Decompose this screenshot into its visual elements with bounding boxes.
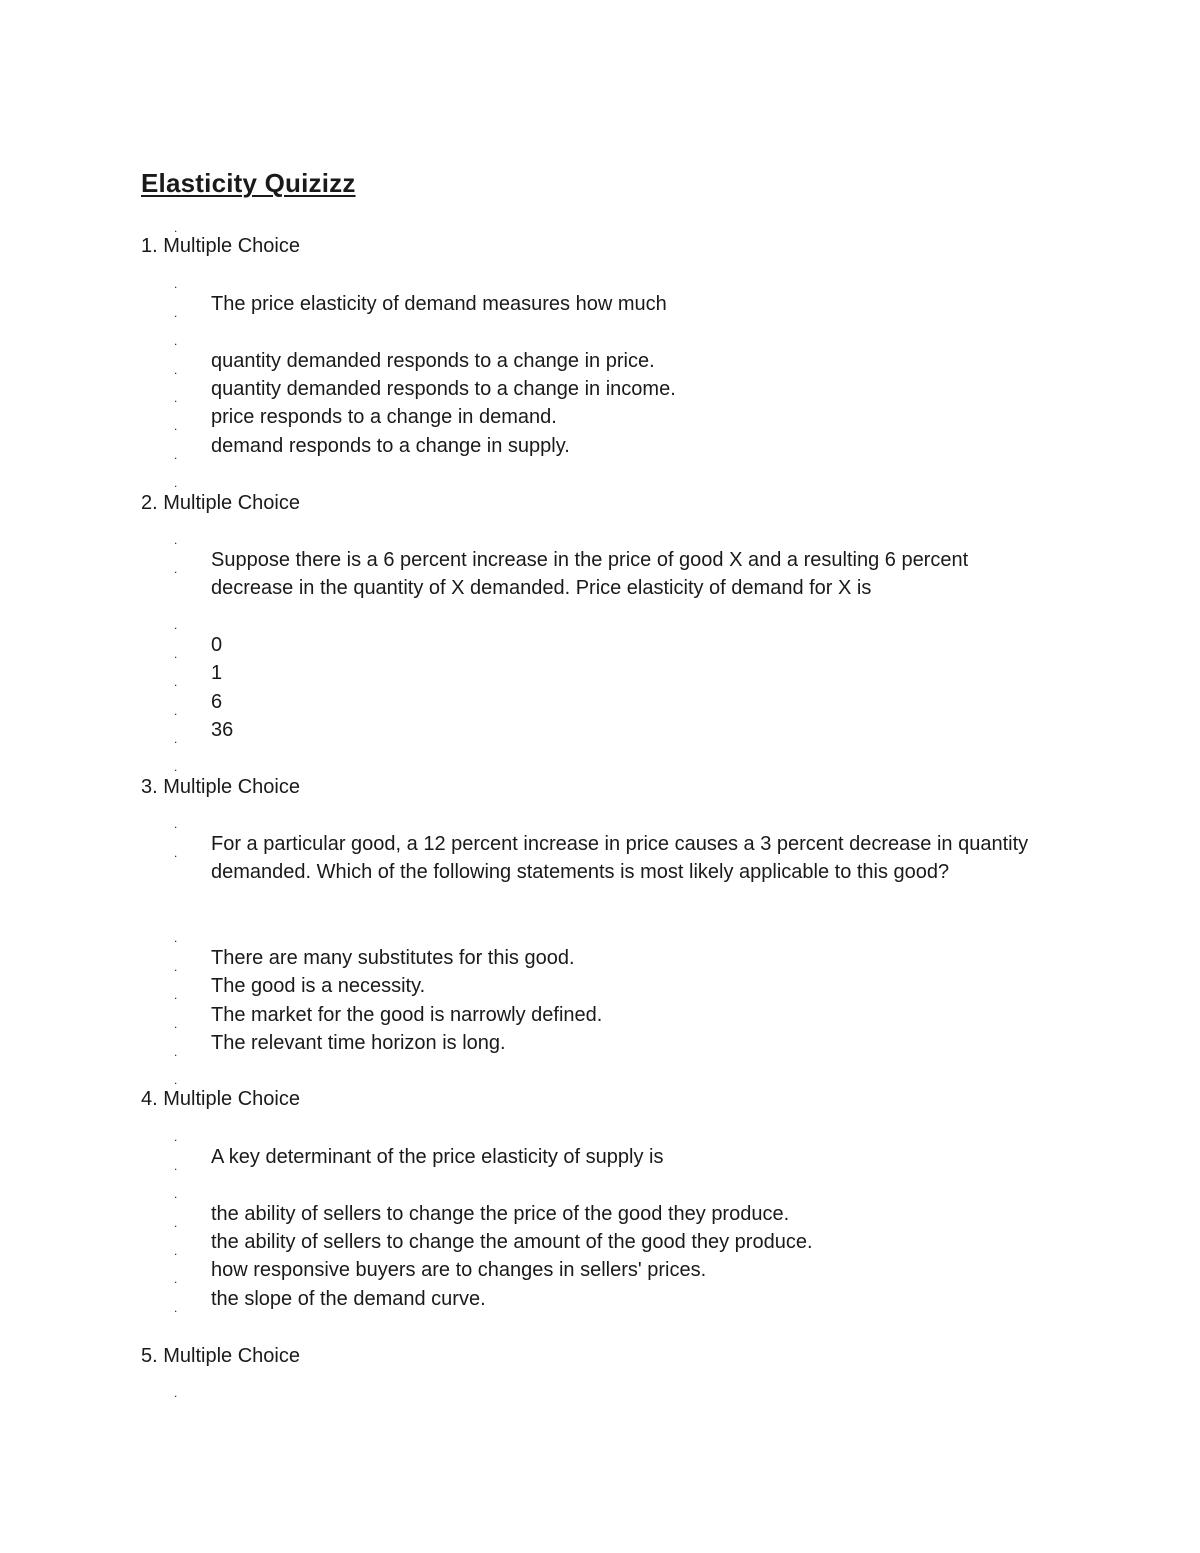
bullet-marker: .	[174, 1187, 178, 1201]
question-3-option-d: The relevant time horizon is long.	[211, 1032, 506, 1054]
bullet-marker: .	[174, 277, 178, 291]
question-3-option-b: The good is a necessity.	[211, 975, 426, 997]
question-2-option-c: 6	[211, 691, 223, 713]
bullet-marker: .	[174, 533, 178, 547]
bullet-marker: .	[174, 476, 178, 490]
question-3-prompt: For a particular good, a 12 percent increase in price causes a 3 percent decrease in quantity demanded. Which of the following statements is most likely applicable to this good?	[211, 833, 1029, 883]
bullet-marker: .	[174, 618, 178, 632]
bullet-marker: .	[174, 1073, 178, 1087]
question-2-heading: 2. Multiple Choice	[141, 492, 300, 514]
bullet-marker: .	[174, 1386, 178, 1400]
bullet-marker: .	[174, 1301, 178, 1315]
bullet-marker: .	[174, 846, 178, 860]
bullet-marker: .	[174, 931, 178, 945]
bullet-marker: .	[174, 675, 178, 689]
bullet-marker: .	[174, 732, 178, 746]
question-1-option-b: quantity demanded responds to a change in income.	[211, 378, 676, 400]
bullet-marker: .	[174, 1244, 178, 1258]
question-4-option-a: the ability of sellers to change the price of the good they produce.	[211, 1203, 790, 1225]
question-3-option-c: The market for the good is narrowly defined.	[211, 1004, 603, 1026]
bullet-marker: .	[174, 1017, 178, 1031]
bullet-marker: .	[174, 419, 178, 433]
question-1-option-c: price responds to a change in demand.	[211, 406, 557, 428]
bullet-marker: .	[174, 391, 178, 405]
bullet-marker: .	[174, 334, 178, 348]
question-2-option-a: 0	[211, 634, 223, 656]
bullet-marker: .	[174, 363, 178, 377]
bullet-marker: .	[174, 760, 178, 774]
bullet-marker: .	[174, 817, 178, 831]
bullet-marker: .	[174, 1272, 178, 1286]
bullet-marker: .	[174, 988, 178, 1002]
bullet-marker: .	[174, 562, 178, 576]
question-2-prompt: Suppose there is a 6 percent increase in the price of good X and a resulting 6 percent decrease in the quantity of X demanded. Price elasticity of demand for X is	[211, 549, 969, 599]
question-4-option-d: the slope of the demand curve.	[211, 1288, 486, 1310]
question-3-heading: 3. Multiple Choice	[141, 776, 300, 798]
question-1-prompt: The price elasticity of demand measures how much	[211, 293, 667, 315]
question-4-option-c: how responsive buyers are to changes in sellers' prices.	[211, 1259, 707, 1281]
bullet-marker: .	[174, 306, 178, 320]
question-2-option-d: 36	[211, 719, 234, 741]
bullet-marker: .	[174, 448, 178, 462]
bullet-marker: .	[174, 1045, 178, 1059]
bullet-marker: .	[174, 221, 178, 235]
bullet-marker: .	[174, 647, 178, 661]
question-4-heading: 4. Multiple Choice	[141, 1088, 300, 1110]
question-3-option-a: There are many substitutes for this good.	[211, 947, 575, 969]
bullet-marker: .	[174, 1130, 178, 1144]
bullet-marker: .	[174, 704, 178, 718]
question-1-option-d: demand responds to a change in supply.	[211, 435, 570, 457]
bullet-marker: .	[174, 1159, 178, 1173]
question-1-heading: 1. Multiple Choice	[141, 235, 300, 257]
question-1-option-a: quantity demanded responds to a change in price.	[211, 350, 655, 372]
question-4-option-b: the ability of sellers to change the amount of the good they produce.	[211, 1231, 813, 1253]
bullet-marker: .	[174, 1216, 178, 1230]
bullet-marker: .	[174, 960, 178, 974]
document-title: Elasticity Quizizz	[141, 168, 356, 198]
question-4-prompt: A key determinant of the price elasticity of supply is	[211, 1146, 664, 1168]
question-5-heading: 5. Multiple Choice	[141, 1345, 300, 1367]
question-2-option-b: 1	[211, 662, 223, 684]
